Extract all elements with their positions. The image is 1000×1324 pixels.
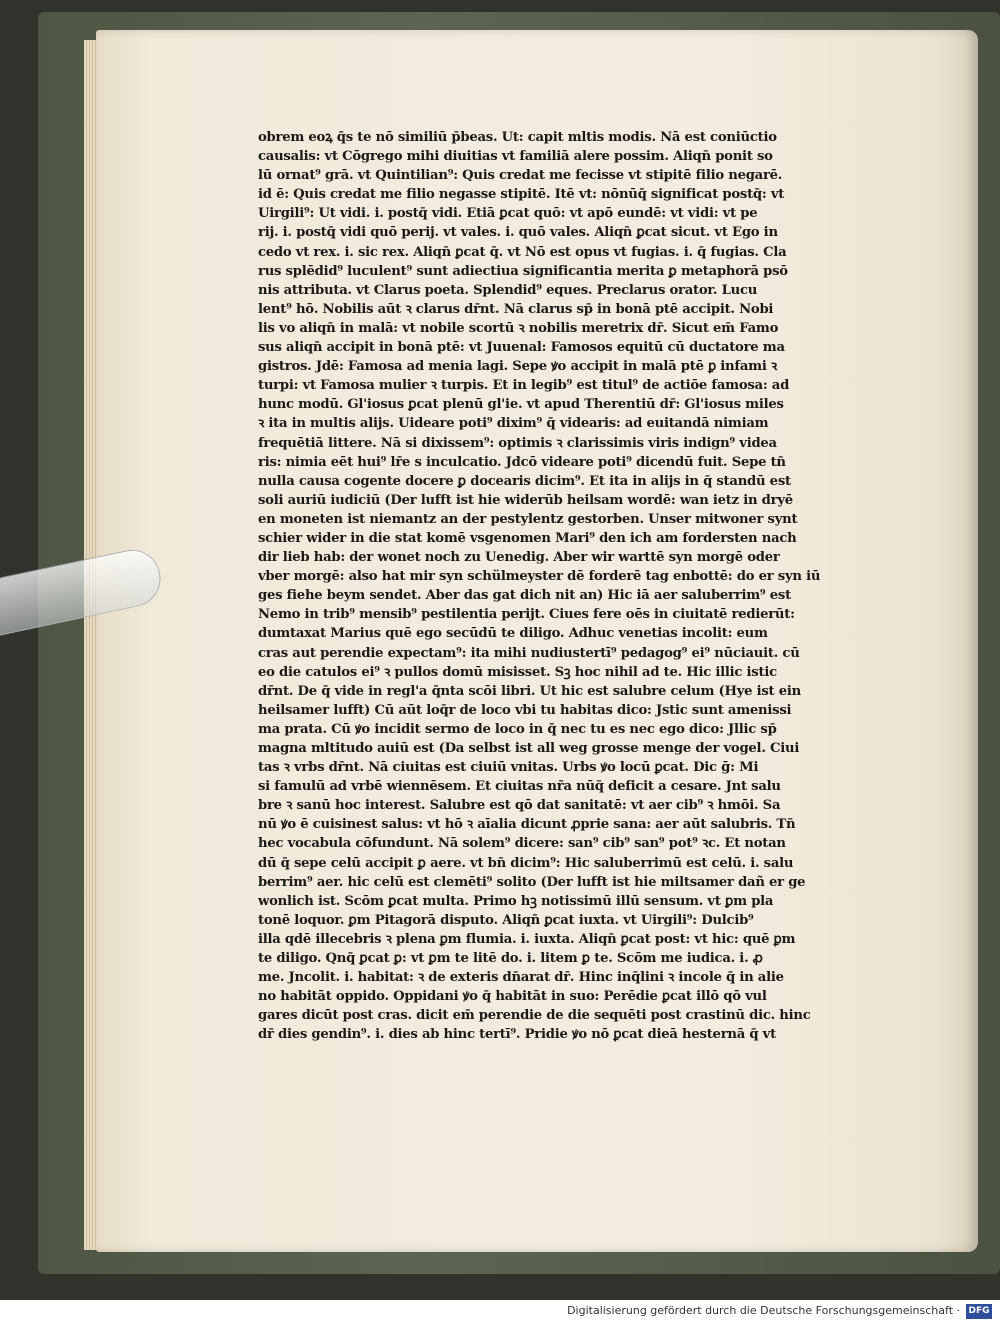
text-line: eo die catulos ei⁹ ꝛ pullos domū misisset. Sꝫ hoc nihil ad te. Hic illic istic xyxy=(258,664,777,680)
text-line: en moneten ist niemantz an der pestylentz gestorben. Unser mitwoner synt xyxy=(258,511,798,527)
text-line: sus aliqn̄ accipit in bonā ptē: vt Juuenal: Famosos equitū cū ductatore ma xyxy=(258,340,785,356)
text-line: Nemo in trib⁹ mensib⁹ pestilentia perijt. Ciues fere oēs in ciuitatē redierūt: xyxy=(258,607,795,623)
text-line: dumtaxat Marius quē ego secūdū te diligo. Adhuc venetias incolit: eum xyxy=(258,626,768,642)
text-line: hec vocabula cōfundunt. Nā solem⁹ dicere: san⁹ cib⁹ san⁹ pot⁹ ꝛc. Et notan xyxy=(258,836,786,852)
text-line: te diligo. Qnq̄ ꝑcat ꝑ: vt ꝑm te litē do. i. litem ꝑ te. Scōm me iudica. i. ꝓ xyxy=(258,951,763,967)
text-line: lent⁹ hō. Nobilis aūt ꝛ clarus dr̄nt. Nā clarus sp̄ in bonā ptē accipit. Nobi xyxy=(258,301,774,317)
text-line: turpi: vt Famosa mulier ꝛ turpis. Et in legib⁹ est titul⁹ de actiōe famosa: ad xyxy=(258,378,790,394)
text-line: nis attributa. vt Clarus poeta. Splendid⁹ eques. Preclarus orator. Lucu xyxy=(258,282,758,298)
text-line: causalis: vt Cōgrego mihi diuitias vt familiā alere possim. Aliqn̄ ponit so xyxy=(258,149,773,165)
text-line: nulla causa cogente docere ꝑ docearis dicim⁹. Et ita in alijs in q̄ standū est xyxy=(258,473,791,489)
text-line: Uirgili⁹: Ut vidi. i. postq̄ vidi. Etiā ꝑcat quō: vt apō eundē: vt vidi: vt pe xyxy=(258,206,758,222)
footer-bar xyxy=(0,1300,1000,1324)
text-line: no habitāt oppido. Oppidani ꝟo q̄ habitāt in suo: Perēdie ꝑcat illō qō vul xyxy=(258,989,767,1005)
dfg-logo: DFG xyxy=(966,1304,992,1319)
text-line: lū ornat⁹ grā. vt Quintilian⁹: Quis credat me fecisse vt stipitē filio negarē. xyxy=(258,168,783,184)
text-line: schier wider in die stat komē vsgenomen Mari⁹ den ich am fordersten nach xyxy=(258,530,797,546)
text-line: soli auriū iudiciū (Der lufft ist hie widerūb heilsam wordē: wan ietz in dryē xyxy=(258,492,793,508)
text-line: ges fiehe beym sendet. Aber das gat dich nit an) Hic iā aer saluberrim⁹ est xyxy=(258,588,791,604)
text-line: cedo vt rex. i. sic rex. Aliqn̄ ꝑcat q̄. vt Nō est opus vt fugias. i. q̄ fugias. Cla xyxy=(258,244,787,260)
text-line: gistros. Jdē: Famosa ad menia lagi. Sepe ꝟo accipit in malā ptē ꝑ infami ꝛ xyxy=(258,359,777,375)
text-line: nū ꝟo ē cuisinest salus: vt hō ꝛ aīalia dicunt ꝓprie sana: aer aūt salubris. Tn̄ xyxy=(258,817,796,833)
text-line: ꝛ ita in multis alijs. Uideare poti⁹ dixim⁹ q̄ videaris: ad euitandā nimiam xyxy=(258,416,769,432)
text-line: wonlich ist. Scōm ꝑcat multa. Primo hꝫ notissimū illū sensum. vt ꝑm pla xyxy=(258,893,774,909)
text-block xyxy=(258,128,918,1045)
text-line: ris: nimia eēt hui⁹ lr̄e s inculcatio. Jdcō videare poti⁹ dicendū fuit. Sepe tn̄ xyxy=(258,454,786,470)
text-line: obrem eoꝝ q̄s te nō similiū p̄beas. Ut: capit mltis modis. Nā est coniūctio xyxy=(258,130,777,145)
text-line: bre ꝛ sanū hoc interest. Salubre est qō dat sanitatē: vt aer cib⁹ ꝛ hmōi. Sa xyxy=(258,798,781,814)
text-line: vber morgē: also hat mir syn schülmeyster dē forderē tag enbottē: do er syn iū xyxy=(258,569,821,585)
text-line: rus splēdid⁹ luculent⁹ sunt adiectiua significantia merita ꝑ metaphorā psō xyxy=(258,263,788,279)
text-line: magna mltitudo auiū est (Da selbst ist all weg grosse menge der vogel. Ciui xyxy=(258,741,800,756)
text-line: cras aut perendie expectam⁹: ita mihi nudiustertī⁹ pedagog⁹ ei⁹ nūciauit. cū xyxy=(258,645,800,661)
text-line: berrim⁹ aer. hic celū est clemēti⁹ solito (Der lufft ist hie miltsamer dañ er ge xyxy=(258,874,806,890)
text-line: tas ꝛ vrbs dr̄nt. Nā ciuitas est ciuiū vnitas. Urbs ꝟo locū ꝑcat. Dic ḡ: Mi xyxy=(258,760,759,776)
text-line: tonē loquor. ꝑm Pitagorā disputo. Aliqn̄ ꝑcat iuxta. vt Uirgili⁹: Dulcib⁹ xyxy=(258,912,754,928)
text-line: hunc modū. Gl'iosus ꝑcat plenū gl'ie. vt apud Therentiū dr̄: Gl'iosus miles xyxy=(258,397,784,413)
text-line: illa qdē illecebris ꝛ plena ꝑm flumia. i. iuxta. Aliqn̄ ꝑcat post: vt hic: quē ꝑm xyxy=(258,931,796,947)
text-line: si famulū ad vrbē wiennēsem. Et ciuitas nr̄a nūq̄ deficit a cesare. Jnt salu xyxy=(258,779,781,795)
text-line: lis vo aliqn̄ in malā: vt nobile scortū ꝛ nobilis meretrix dr̄. Sicut em̄ Famo xyxy=(258,320,779,336)
text-line: dir lieb hab: der wonet noch zu Uenedig. Aber wir warttē syn morgē oder xyxy=(258,550,780,566)
text-line: dr̄nt. De q̄ vide in regl'a q̄nta scōi libri. Ut hic est salubre celum (Hye ist ein xyxy=(258,683,801,699)
page-edges xyxy=(84,40,96,1250)
text-line: id ē: Quis credat me filio negasse stipitē. Itē vt: nōnūq̄ significat postq̄: vt xyxy=(258,187,785,203)
text-line: dū q̄ sepe celū accipit ꝑ aere. vt bn̄ dicim⁹: Hic saluberrimū est celū. i. salu xyxy=(258,855,794,871)
text-line: heilsamer lufft) Cū aūt loq̄r de loco vbi tu habitas dico: Jstic sunt amenissi xyxy=(258,702,792,718)
text-line: frequētiā littere. Nā si dixissem⁹: optimis ꝛ clarissimis viris indign⁹ videa xyxy=(258,435,777,451)
text-line: ma prata. Cū ꝟo incidit sermo de loco in q̄ nec tu es nec ego dico: Jllic sp̄ xyxy=(258,721,777,737)
text-line: dr̄ dies gendin⁹. i. dies ab hinc tertī⁹. Pridie ꝟo nō ꝑcat dieā hesternā q̄ vt xyxy=(258,1027,776,1043)
text-line: me. Jncolit. i. habitat: ꝛ de exteris dn̄arat dr̄. Hinc inq̄lini ꝛ incole q̄ in alie xyxy=(258,970,784,986)
text-line: gares dicūt post cras. dicit em̄ perendie de die sequēti post crastinū dic. hinc xyxy=(258,1008,811,1024)
text-line: rij. i. postq̄ vidi quō perij. vt vales. i. quō vales. Aliqn̄ ꝑcat sicut. vt Ego in xyxy=(258,225,778,241)
footer-credit: Digitalisierung gefördert durch die Deutsche Forschungsgemeinschaft · xyxy=(567,1304,960,1317)
